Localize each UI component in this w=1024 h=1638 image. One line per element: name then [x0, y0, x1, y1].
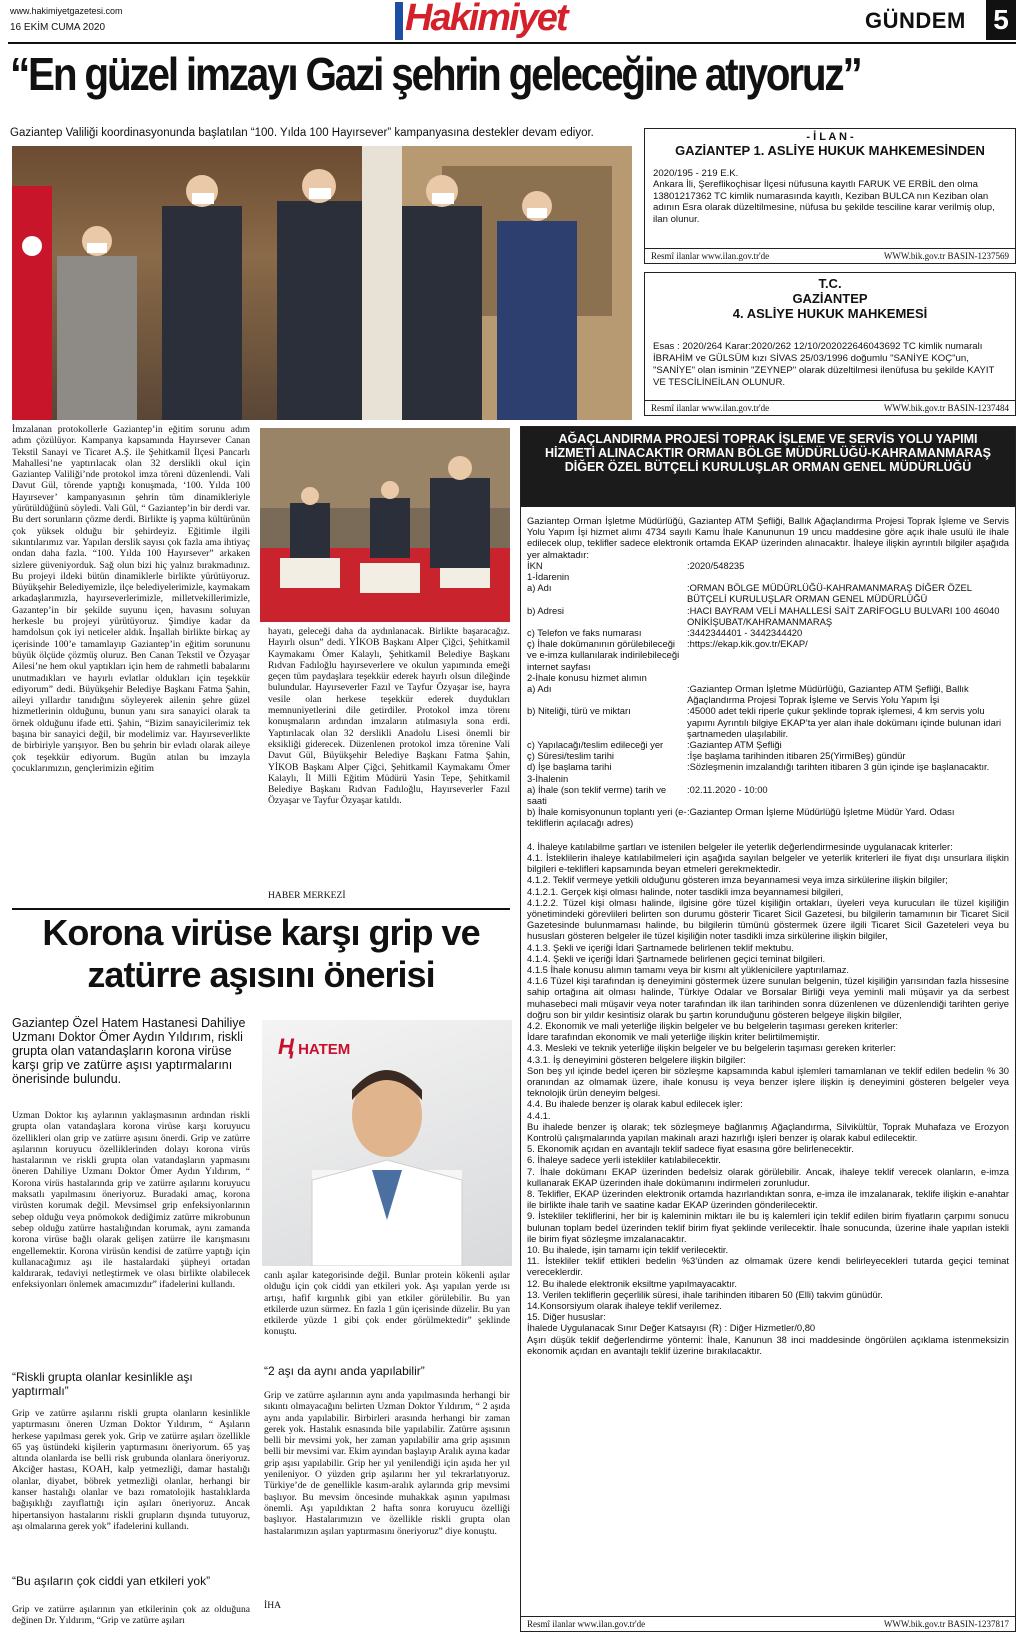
story2-headline: Korona virüse karşı grip ve zatürre aşısını önerisi	[42, 912, 480, 995]
tender-condition: 4.3. Mesleki ve teknik yeterliğe ilişkin belgeler ve bu belgelerin taşıması gereken kriterler:	[527, 1042, 896, 1054]
tender-row-value: :https://ekap.kik.gov.tr/EKAP/	[687, 638, 808, 650]
tender-row-value: :45000 adet tekli riperle çukur şeklinde toprak işlemesi, 4 km servis yolu yapımı Ayrıntılı bilgiye EKAP’ta yer alan ihale dokümanı içinde bulunan idari şartnameden ulaşılabilir.	[687, 705, 1002, 739]
tender-title: AĞAÇLANDIRMA PROJESİ TOPRAK İŞLEME VE SERVİS YOLU YAPIMI HİZMETİ ALINACAKTIR ORMAN BÖLGE MÜDÜRLÜĞÜ-KAHRAMANMARAŞ DİĞER ÖZEL BÜTÇELİ KURULUŞLAR ORMAN GENEL MÜDÜRLÜĞÜ	[521, 427, 1015, 507]
tender-row-key: 3-İhalenin	[527, 772, 569, 784]
tender-condition: 4.3.1. İş deneyimini gösteren belgelere ilişkin bilgiler:	[527, 1053, 746, 1065]
tender-condition: İhalede Uygulanacak Sınır Değer Katsayısı (R) : Diğer Hizmetler/0,80	[527, 1322, 816, 1334]
tender-condition: 4.1. İsteklilerin ihaleye katılabilmeleri için aşağıda sayılan belgeler ve yeterlik kriterleri ile fiyat dışı unsurlara ilişkin bilgileri e-teklifleri kapsamında beyan etmeleri gerekmektedir.	[527, 851, 1009, 875]
tender-foot-right[interactable]: WWW.bik.gov.tr BASIN-1237817	[883, 1619, 1009, 1629]
tender-row-key: ç) İhale dokümanının görülebileceği ve e-imza kullanılarak indirilebileceği internet sayfası	[527, 638, 680, 672]
tender-condition: 15. Diğer hususlar:	[527, 1311, 606, 1323]
tender-condition: 4.4. Bu ihalede benzer iş olarak kabul edilecek işler:	[527, 1098, 743, 1110]
story2-body3: Grip ve zatürre aşılarının yan etkilerinin çok az olduğuna değinen Dr. Yıldırım, “Grip ve zatürre aşıları	[12, 1604, 250, 1627]
header-rule	[8, 42, 1016, 44]
tender-row-key: d) İşe başlama tarihi	[527, 761, 612, 773]
story2-body5: Grip ve zatürre aşılarının aynı anda yapılmasında herhangi bir sıkıntı olmayacağını belirten Uzman Doktor Yıldırım, “ 2 aşıda aynı anda yapılabilir. Birbirleri arasında herhangi bir zaman gerek yok. Hastalık esnasında bile yapılabilir. Zatürre aşısının belli bir mevsimi yok, her zaman yapılabilir ama grip aşısının belli bir mevsimi var. Ekim ayından başlayıp Aralık ayına kadar grip aşısı yapılabilir. Grip her yıl yenilendiği için aşıda her yıl yenileniyor. O yüzden grip aşılarını her yıl tekrarlatıyoruz. Türkiye’de de genellikle kasım-aralık aylarında grip mevsimi başlıyor. Bu mevsim öncesinde muhakkak aşının yapılması önemli. Aşı yapıldıktan 2 hafta sonra koruyucu özelliği başlıyor. Hastalarımızın ve özellikle riskli grupta olan hastalarımızın aşıları yaptırmasını öneriyoruz” diye konuştu.	[264, 1390, 510, 1537]
tender-row	[527, 582, 1009, 604]
page-number: 5	[986, 0, 1016, 40]
tender-condition: İdare tarafından ekonomik ve mali yeterliğe ilişkin kriter belirtilmemiştir.	[527, 1031, 820, 1043]
tender-condition: 4.1.5 İhale konusu alımın tamamı veya bir kısmı alt yüklenicilere yaptırılamaz.	[527, 963, 850, 975]
tender-rows	[527, 560, 1009, 829]
tender-row	[527, 806, 1009, 828]
notice2-body: Esas : 2020/264 Karar:2020/262 12/10/202022646043692 TC kimlik numaralı İBRAHİM ve GÜLSÜM kızı SİVAS 25/03/1996 doğumlu "SANİYE KOÇ"un, "SANİYE" olan isminin "ZEYNEP" olarak düzeltilmesi ilenüfusa bu şekilde KAYIT VE TESCİLİNEİLAN OLUNUR.	[653, 341, 995, 388]
tender-condition: 4.1.6 Tüzel kişi tarafından iş deneyimini göstermek üzere sunulan belgenin, tüzel kişiliğin yarısından fazla hissesine sahip ortağına ait olması halinde, Türkiye Odalar ve Borsalar Birliği veya yeminli mali müşavir ya da serbest muhasebeci mali müşavir veya noter tarafından ilk ilan tarihinden sonra düzenlenen ve düzenlendiği tarihten geriye doğru son bir yıldır kesintisiz olarak bu şartın korunduğunu gösteren belgeye ilişkin bilgiler,	[527, 975, 1009, 1020]
tender-row	[527, 750, 1009, 761]
story2-lede: Gaziantep Özel Hatem Hastanesi Dahiliye Uzmanı Doktor Ömer Aydın Yıldırım, riskli grupta olan vatandaşların korona virüse karşı grip ve zatürre aşısı yaptırmalarını önerisinde bulundu.	[12, 1016, 246, 1086]
tender-condition: 12. Bu ihalede elektronik eksiltme yapılmayacaktır.	[527, 1277, 737, 1289]
tender-condition: Aşırı düşük teklif değerlendirme yöntemi: İhale, Kanunun 38 inci maddesinde öngörülen açıklama istenmeksizin ekonomik açıdan en avantajlı teklif üzerine bırakılacaktır.	[527, 1333, 1009, 1356]
tender-row-key: c) Telefon ve faks numarası	[527, 627, 642, 639]
tender-condition: 10. Bu ihalede, işin tamamı için teklif verilecektir.	[527, 1244, 729, 1255]
website-url[interactable]: www.hakimiyetgazetesi.com	[10, 6, 123, 16]
tender-row-value: :Gaziantep Orman İşletme Müdürlüğü, Gaziantep ATM Şefliği, Ballık Ağaçlandırma Projesi Toprak İşleme ve Servis Yolu Yapım İşi	[687, 683, 969, 706]
tender-row	[527, 761, 1009, 772]
tender-condition: Bu ihalede benzer iş olarak; tek sözleşmeye bağlanmış Ağaçlandırma, Silvikültür, Toprak Muhafaza ve Erozyon Kontrolü çalışmalarında yapılan makinalı arazi hazırlığı işleri benzer iş olarak kabul edilecektir.	[527, 1120, 1009, 1143]
tender-row-key: 1-İdarenin	[527, 571, 570, 583]
notice-foot-left[interactable]: Resmî ilanlar www.ilan.gov.tr'de	[651, 251, 770, 261]
notice-court: GAZİANTEP 1. ASLİYE HUKUK MAHKEMESİNDEN	[675, 143, 985, 158]
hatem-h-icon: Ⱨ	[278, 1034, 294, 1059]
tender-foot-left[interactable]: Resmî ilanlar www.ilan.gov.tr'de	[527, 1619, 646, 1629]
tender-row-value	[687, 773, 1009, 784]
tender-condition: 4.1.2. Teklif vermeye yetkili olduğunu gösteren imza beyannamesi veya imza sirkülerine ilişkin bilgiler;	[527, 874, 948, 886]
notice2-t1: T.C.	[818, 276, 842, 291]
tender-condition: 6. İhaleye sadece yerli istekliler katılabilecektir.	[527, 1154, 721, 1166]
tender-row-value: :Sözleşmenin imzalandığı tarihten itibaren 3 gün içinde işe başlanacaktır.	[687, 761, 990, 773]
notice2-t3: 4. ASLİYE HUKUK MAHKEMESİ	[732, 306, 928, 321]
story2-body1: Uzman Doktor kış aylarının yaklaşmasının ardından riskli grupta olan vatandaşlara korona virüse karşı koruyucu özellikleri olan grip ve zatürre aşısını önerdi. Grip ve zatürre aşılarının koruyucu özelliklerinden dolayı korona virüs hastalarının ve riskli grupta olan vatandaşların yapmasını öneren Dahiliye Uzmanı Doktor Ömer Aydın Yıldırım, “ Korona virüs hastalarında grip ve zatürre aşılarını koruyucu maksatlı yapılmasını öneriyoruz. Buradaki amaç, korona virüsten korumak değil. Mevsimsel grip enfeksiyonlarının sebep olduğu veya pnömokok dediğimiz zatürre mikrobunun sebep olduğu zatürre hastalığından korumak, aynı zamanda korona virüse bağlı olarak gelişen zatürre ile karışmasını engellemektir. Korona virüsün kendisi de zatürre yaptığı için kullanacağımız aşı ile hastalardaki şüpheyi ortadan kaldırarak, tedaviyi netleştirmek ve olası birlikte olabilecek enfeksiyonları önlemek amacımızdır” ifadelerini kullandı.	[12, 1110, 250, 1291]
tender-row-value	[687, 672, 1009, 683]
notice-label: - İ L A N -	[806, 131, 854, 143]
story2-sub2: “Bu aşıların çok ciddi yan etkileri yok”	[12, 1574, 211, 1588]
notice-case: 2020/195 - 219 E.K.	[653, 168, 739, 179]
tender-condition: 4. İhaleye katılabilme şartları ve istenilen belgeler ile yeterlik değerlendirmesinde uygulanacak kriterler:	[527, 840, 953, 852]
notice2-foot-right[interactable]: WWW.bik.gov.tr BASIN-1237484	[883, 403, 1009, 413]
tender-row	[527, 784, 1009, 806]
tender-row-key: a) İhale (son teklif verme) tarih ve saati	[527, 783, 667, 807]
tender-row	[527, 638, 1009, 672]
tender-row-key: b) İhale komisyonunun toplantı yeri (e-tekliflerin açılacağı adres)	[527, 806, 687, 829]
tender-condition: 11. İstekliler teklif ettikleri bedelin %3’ünden az olmamak üzere kendi belirleyecekleri tutarda geçici teminat vereceklerdir.	[527, 1255, 1009, 1278]
tender-condition: Son beş yıl içinde bedel içeren bir sözleşme kapsamında kabul işlemleri tamamlanan ve teklif edilen bedelin % 30 oranından az olmamak üzere, ihale konusu iş veya benzer işlere ilişkin iş deneyimini gösteren belgeler veya teknolojik ürün deneyim belgesi.	[527, 1064, 1009, 1099]
lead-column-1: İmzalanan protokollerle Gaziantep’in eğitim sorunu adım adım çözülüyor. Kampanya kapsamında Hayırsever Canan Tekstil Sanayi ve Ticaret A.Ş. ile Şehitkamil İlçesi Pancarlı Mahallesi’ne yaptırılacak olan 32 derslikli okul için Gaziantep Valiliği’nde protokol imza töreni düzenlendi. Vali Davut Gül, törende yaptığı konuşmada, ‘100. Yılda 100 Hayırsever’ kampanyasının şehrin tüm dinamikleriyle yürütüldüğünü söyledi. Vali Gül, “ Gaziantep’in bir derdi var. Bu dert sorunların çözme derdi. Birlikte iş yapma kültürünün çok yüksek olduğu bir şehirdeyiz. Eğitimle ilgili sıkıntılarımız var. Yapılan derslik sayısı çok fazla ama ihtiyaç ondan daha fazla. “100. Yılda 100 Hayırsever” arkaken sizlere güveniyorduk. Sağ olun bizi hiç yalnız bırakmadınız. Bu projeyi ildeki bütün dinamiklerle birlikte yürütüyoruz. Büyükşehir Belediyemizle, ilçe belediyelerimizle, kaymakam arkadaşlarımızla, hayırseverlerimizle, milletvekillerimizle, Gazantep’in bir şekilde suyunu içen, havasını soluyan herkesle bu projeyi yürütüyoruz. Şimdiye kadar da hamdolsun çok iyi neticeler aldık. İnşallah birlikte birkaç ay içerisinde 100’e tamamlayıp Gaziantep’in eğitim sorununu büyük ölçüde çözmüş oluruz. Ben Canan Tekstil ve Özyaşar Ailesi’ne hem okul yaptıkları için hem de rahmetli babalarını unutmadıkları ve hayırlı evlatlar oldukları için teşekkür ediyorum” dedi. Büyükşehir Belediye Başkanı Fatma Şahin, aileyi yıllardır tanıdığını söyleyerek ailenin şehre güzel hizmetlerinin olduğunu, bunun yanı sıra sanayici olarak ta örnek olduğunu ifade etti. Şahin, “Bizim sanayicilerimiz tek başına bir sanayici değil, bir modelimiz var. Hayırseverlikte de birbiriyle yarışıyor. Ben bu şehrin bir evladı olarak aileye çok teşekkür ediyorum. Bugün atılan bu imzayla çocuklarımızın, gençlerimizin eğitim	[12, 424, 250, 774]
issue-date: 16 EKİM CUMA 2020	[10, 22, 106, 33]
tender-row	[527, 627, 1009, 638]
story2-sub1: “Riskli grupta olanlar kesinlikle aşı yaptırmalı”	[12, 1370, 193, 1398]
tender-conditions	[527, 841, 1009, 1356]
story2-sub3: “2 aşı da aynı anda yapılabilir”	[264, 1364, 425, 1378]
story2-rule	[12, 908, 510, 910]
tender-row-value: :3442344401 - 3442344420	[687, 627, 803, 639]
lead-headline: “En güzel imzayı Gazi şehrin geleceğine atıyoruz”	[10, 48, 861, 100]
tender-row-key: b) Niteliği, türü ve miktarı	[527, 705, 631, 717]
notice-foot-right[interactable]: WWW.bik.gov.tr BASIN-1237569	[883, 251, 1009, 261]
tender-row	[527, 560, 1009, 571]
tender-row-value: :Gaziantep ATM Şefliği	[687, 739, 782, 751]
tender-row	[527, 672, 1009, 683]
tender-row-key: 2-İhale konusu hizmet alımın	[527, 671, 647, 683]
tender-condition: 4.1.2.2. Tüzel kişi olması halinde, ilgisine göre tüzel kişiliğin ortakları, üyeleri veya kurucuları ile tüzel kişiliğin yönetimindeki görevlileri belirten son durumu gösterir Ticaret Sicil Gazetesi, bu bilgilerin tamamının bir Ticaret Sicil Gazetesinde bulunmaması halinde, bu bilgilerin tümünü göstermek üzere ilgili Ticaret Sicil Gazeteleri veya bu hususları gösteren belgeler ile tüzel kişiliğin noter tasdikli imza sirkülerine ilişkin bilgiler,	[527, 896, 1009, 942]
section-label: GÜNDEM	[865, 8, 966, 33]
story2-body4: canlı aşılar kategorisinde değil. Bunlar protein kökenli aşılar olduğu için çok ciddi yan etkileri yok. Aşı yapılan yerde ısı artışı, hafif kırgınlık gibi yan etkiler görülebilir. Bu yan etkilerde uzun sürmez. En fazla 1 gün içerisinde düzelir. Bu yan etkilerde yüzde 1 gibi çok ender görülmektedir” şeklinde konuştu.	[264, 1270, 510, 1338]
signing-photo	[260, 428, 510, 622]
tender-row-key: ç) Süresi/teslim tarihi	[527, 750, 614, 762]
story2-byline: İHA	[264, 1600, 282, 1611]
tender-condition: 4.4.1.	[527, 1109, 551, 1121]
tender-row	[527, 705, 1009, 739]
tender-row-value: :Gaziantep Orman İşleme Müdürlüğü İşletme Müdür Yard. Odası	[687, 806, 955, 818]
tender-row-value: :ORMAN BÖLGE MÜDÜRLÜĞÜ-KAHRAMANMARAŞ DİĞER ÖZEL BÜTÇELİ KURULUŞLAR ORMAN GENEL MÜDÜRLÜĞÜ	[687, 582, 972, 605]
doctor-photo	[262, 1020, 512, 1266]
tender-condition: 4.1.2.1. Gerçek kişi olması halinde, noter tasdikli imza beyannamesi bilgileri,	[527, 885, 844, 897]
tender-condition: 13. Verilen tekliflerin geçerlilik süresi, ihale tarihinden itibaren 50 (Elli) takvim günüdür.	[527, 1288, 883, 1300]
story2-body2: Grip ve zatürre aşılarını riskli grupta olanların kesinlikle yaptırmasını öneren Uzman Doktor Yıldırım, “ Aşıların herkese yapılması gerek yok. Grip ve zatürre aşıları özellikle 65 yaş üstündeki kişilerin yaptırmasını öneriyorum. 65 yaş altında olanlarda ise belli risk grubunda olanlara öneriyoruz. Akciğer hastası, KOAH, kalp yetmezliği, damar hastalığı olanlar, diyabet, böbrek yetmezliği olanlar, herhangi bir kanser hastalığı olanlar ve bazı romatolojik hastalıklarda bağışıklığı zayıflattığı için aşıları öneriyoruz. Ancak hipertansiyon hastalarını riskli grupların dışında tutuyoruz, aşı olmalarına gerek yok” ifadelerini kullandı.	[12, 1408, 250, 1532]
tender-row	[527, 605, 1009, 627]
tender-condition: 14.Konsorsiyum olarak ihaleye teklif verilemez.	[527, 1300, 722, 1312]
masthead-logo	[395, 0, 585, 42]
tender-row-key: a) Adı	[527, 582, 552, 594]
lead-column-2: hayatı, geleceği daha da aydınlanacak. Birlikte başaracağız. Hayırlı olsun” dedi. YİKOB Başkanı Alper Çiğci, Şehitkamil Kaymakamı Ömer Kalaylı, Şehitkamil Belediye Başkanı Rıdvan Fadıloğlu hayırseverlere ve okulun yapımında emeği geçen tüm paydaşlara teşekkür ederek hayırlı olsun dileğinde bulundular. Hayırseverler Fazıl ve Tayfur Özyaşar ise, hayra vesile olan herkese teşekkür ederek duydukları memnuniyetlerini dile getirdiler. Protokol imza törenı konuşmaların ardından imzaların atılmasıyla sona erdi. Yaptırılacak olan 32 derslikli Anadolu Lisesi önemli bir eksikliği giderecek. Düzenlenen protokol imza törenine Vali Davut Gül, Büyükşehir Belediye Başkanı Fatma Şahin, YİKOB Başkanı Alper Çiğci, Şehitkamil Kaymakamı Ömer Kalaylı, İl Milli Eğitim Müdürü Yasin Tepe, Şehitkamil Belediye Başkanı Rıdvan Fadıloğlu, Hayırseverler Fazıl Özyaşar ve Tayfur Özyaşar katıldı.	[268, 626, 510, 807]
tender-condition: 8. Teklifler, EKAP üzerinden elektronik ortamda hazırlandıktan sonra, e-imza ile imzalanarak, teklife ilişkin e-anahtar ile birlikte ihale tarih ve saatine kadar EKAP üzerinden gönderilecektir.	[527, 1187, 1009, 1211]
tender-notice	[520, 426, 1016, 1632]
tender-condition: 9. İstekliler tekliflerini, her bir iş kaleminin miktarı ile bu iş kalemleri için teklif edilen birim fiyatların çarpımı sonucu bulunan toplam bedel üzerinden teklif birim fiyat şeklinde verilecektir. İhale sonucunda, üzerine ihale yapılan istekli ile birim fiyat sözleşme imzalanacaktır.	[527, 1210, 1009, 1244]
tender-condition: 4.2. Ekonomik ve mali yeterliğe ilişkin belgeler ve bu belgelerin taşıması gereken kriterler:	[527, 1019, 899, 1031]
tender-row-value: :02.11.2020 - 10:00	[687, 783, 768, 795]
tender-row-value: :İşe başlama tarihinden itibaren 25(YirmiBeş) gündür	[687, 750, 906, 762]
tender-row	[527, 683, 1009, 705]
tender-row-key: a) Adı	[527, 683, 552, 695]
tender-row-key: b) Adresi	[527, 604, 564, 616]
tender-row-key: c) Yapılacağı/teslim edileceği yer	[527, 739, 664, 751]
tender-row-value: :HACI BAYRAM VELİ MAHALLESİ SAİT ZARİFOGLU BULVARI 100 46040 ONİKİŞUBAT/KAHRAMANMARAŞ	[687, 604, 1000, 627]
lead-subhead: Gaziantep Valiliği koordinasyonunda başlatılan “100. Yılda 100 Hayırsever” kampanyasına destekler devam ediyor.	[10, 127, 594, 139]
tender-row-key: İKN	[527, 559, 543, 571]
hatem-logo	[278, 1034, 350, 1060]
tender-condition: 5. Ekonomik açıdan en avantajlı teklif sadece fiyat esasına göre belirlenecektir.	[527, 1143, 854, 1155]
court-notice-2	[644, 272, 1016, 416]
tender-row	[527, 739, 1009, 750]
ceremony-photo	[12, 146, 632, 420]
tender-condition: 4.1.4. Şekli ve içeriği İdari Şartnamede belirlenen geçici teminat bilgileri.	[527, 952, 826, 964]
hatem-logo-text: HATEM	[298, 1041, 351, 1058]
tender-row-value	[687, 571, 1009, 582]
tender-row	[527, 773, 1009, 784]
tender-row	[527, 571, 1009, 582]
lead-byline: HABER MERKEZİ	[268, 890, 346, 901]
notice-body: Ankara İli, Şereflikoçhisar İlçesi nüfusuna kayıtlı FARUK VE ERBİL den olma 13801217362 TC kimlik numarasında kayıtlı, Keziban BULCA nın Keziban olan adının Esra olarak düzeltilmesine, nüfusa bu şekilde tesciline karar verilmiş olup, ilan olunur.	[653, 179, 995, 225]
logo-text: Hakimiyet	[405, 0, 567, 39]
tender-row-value: :2020/548235	[687, 559, 745, 571]
tender-condition: 7. İhale dokümanı EKAP üzerinden bedelsiz olarak görülebilir. Ancak, ihaleye teklif verecek olanların, e-imza kullanarak EKAP üzerinden ihale dokümanını indirmeleri zorunludur.	[527, 1165, 1009, 1188]
tender-condition: 4.1.3. Şekli ve içeriği İdari Şartnamede belirlenen teklif mektubu.	[527, 941, 794, 953]
notice2-t2: GAZİANTEP	[792, 291, 868, 306]
court-notice-1	[644, 128, 1016, 264]
notice2-foot-left[interactable]: Resmî ilanlar www.ilan.gov.tr'de	[651, 403, 770, 413]
tender-intro: Gaziantep Orman İşletme Müdürlüğü, Gaziantep ATM Şefliği, Ballık Ağaçlandırma Projesi Toprak İşleme ve Servis Yolu Yapım İşi hizmet alımı 4734 sayılı Kamu İhale Kanununun 19 uncu maddesine göre açık ihale usulü ile ihale edilecek olup, teklifler sadece elektronik ortamda EKAP üzerinden alınacaktır. İhaleye ilişkin ayrıntılı bilgiler aşağıda yer almaktadır:	[527, 515, 1009, 560]
